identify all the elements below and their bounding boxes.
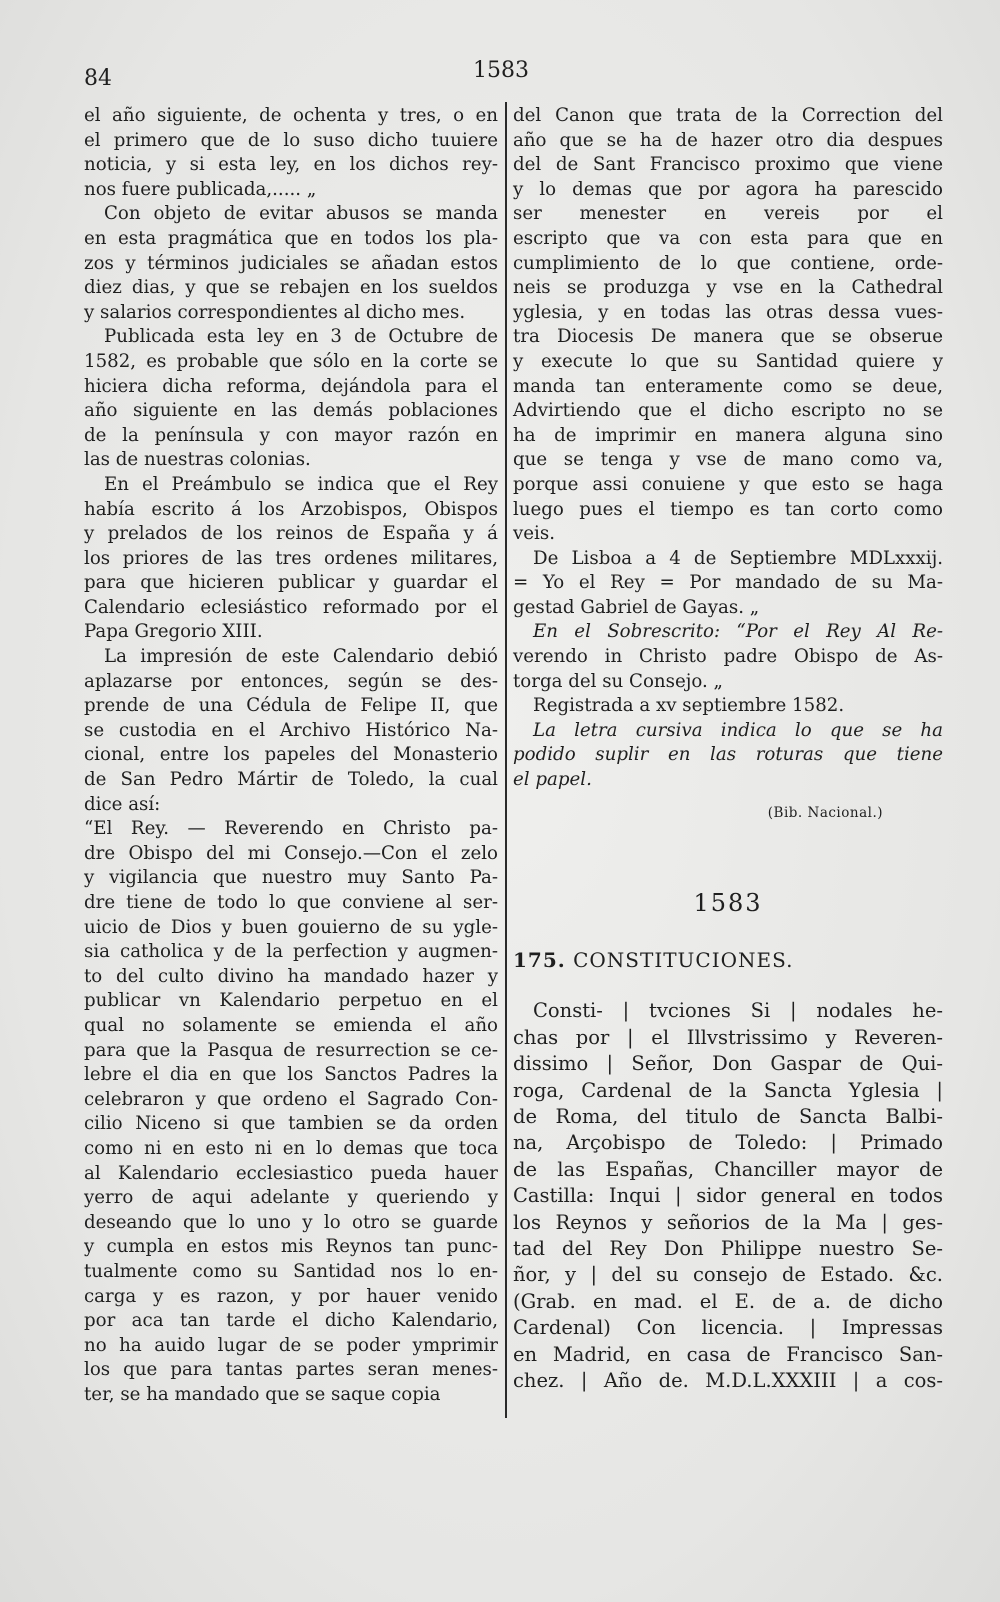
source-note: (Bib. Nacional.) (767, 804, 883, 821)
text-line: año que se ha de hazer otro dia despues (513, 129, 943, 151)
text-line: se custodia en el Archivo Histórico Na- (84, 719, 498, 741)
year-heading: 1583 (693, 889, 763, 918)
text-line: “El Rey. — Reverendo en Christo pa- (84, 818, 498, 840)
text-line: qual no solamente se emienda el año (84, 1014, 498, 1036)
text-line: el primero que de lo suso dicho tuuiere (84, 129, 498, 151)
text-line: Castilla: Inqui | sidor general en todos (513, 1184, 943, 1208)
text-line: Calendario eclesiástico reformado por el (84, 596, 498, 618)
text-line: La letra cursiva indica lo que se ha (533, 719, 943, 741)
text-line: to del culto divino ha mandado hazer y (84, 965, 498, 987)
text-line: ter, se ha mandado que se saque copia (84, 1383, 441, 1405)
text-line: que se tenga y vse de mano como va, (513, 449, 943, 471)
text-line: porque assi conuiene y que esto se haga (513, 473, 943, 495)
text-line: publicar vn Kalendario perpetuo en el (84, 990, 498, 1012)
text-line: dice así: (84, 793, 161, 815)
text-line: los que para tantas partes seran menes- (84, 1359, 498, 1381)
text-line: del de Sant Francisco proximo que viene (513, 154, 943, 176)
running-head: 1583 (473, 58, 529, 83)
text-line: tualmente como su Santidad nos lo en- (84, 1260, 498, 1282)
text-line: escripto que va con esta para que en (513, 227, 943, 249)
text-line: na, Arçobispo de Toledo: | Primado (513, 1131, 943, 1155)
text-line: verendo in Christo padre Obispo de As- (513, 646, 943, 668)
text-line: luego pues el tiempo es tan corto como (513, 498, 943, 520)
text-line: Cardenal) Con licencia. | Impressas (513, 1316, 943, 1340)
text-line: En el Sobrescrito: “Por el Rey Al Re- (533, 621, 943, 643)
text-line: carga y es razon, y por hauer venido (84, 1285, 498, 1307)
section-title-text: CONSTITUCIONES. (573, 947, 794, 972)
text-line: uicio de Dios y buen gouierno de su ygle- (84, 916, 498, 938)
text-line: chas por | el Illvstrissimo y Reveren- (513, 1025, 943, 1049)
right-column-text (513, 104, 943, 793)
text-line: dissimo | Señor, Don Gaspar de Qui- (513, 1052, 943, 1076)
text-line: 1582, es probable que sólo en la corte se (84, 350, 498, 372)
text-line: y vigilancia que nuestro muy Santo Pa- (84, 867, 498, 889)
text-line: de la península y con mayor razón en (84, 424, 498, 446)
page-number: 84 (84, 66, 112, 91)
text-line: La impresión de este Calendario debió (104, 646, 498, 668)
text-line: De Lisboa a 4 de Septiembre MDLxxxij. (533, 547, 943, 569)
text-line: tra Diocesis De manera que se obserue (513, 326, 943, 348)
text-line: yglesia, y en todas las otras dessa vues- (513, 301, 943, 323)
text-line: roga, Cardenal de la Sancta Yglesia | (513, 1078, 943, 1102)
text-line: dre tiene de todo lo que conviene al ser- (84, 892, 498, 913)
right-column (513, 104, 943, 1395)
text-line: cilio Niceno si que tambien se da orden (84, 1113, 498, 1135)
text-line: Advirtiendo que el dicho escripto no se (513, 400, 943, 422)
column-divider (505, 102, 507, 1418)
text-line: Papa Gregorio XIII. (84, 621, 263, 643)
text-line: había escrito á los Arzobispos, Obispos (84, 498, 498, 520)
text-line: por aca tan tarde el dicho Kalendario, (84, 1310, 498, 1332)
text-line: Con objeto de evitar abusos se manda (104, 203, 498, 225)
text-line: cumplimiento de lo que contiene, orde- (513, 252, 943, 274)
text-line: (Grab. en mad. el E. de a. de dicho (513, 1289, 943, 1313)
text-line: y prelados de los reinos de España y á (84, 523, 498, 545)
text-line: en esta pragmática que en todos los pla- (84, 227, 498, 249)
text-line: Consti- | tvciones Si | nodales he- (533, 999, 943, 1023)
text-line: para que la Pasqua de resurrection se ce- (84, 1039, 498, 1061)
text-line: año siguiente en las demás poblaciones (84, 400, 498, 422)
text-line: manda tan enteramente como se deue, (513, 375, 943, 397)
text-line: Publicada esta ley en 3 de Octubre de (104, 326, 498, 348)
text-line: Registrada a xv septiembre 1582. (533, 695, 845, 717)
text-line: ser menester en vereis por el (513, 203, 943, 225)
text-line: y lo demas que por agora ha parescido (513, 178, 943, 200)
text-line: noticia, y si esta ley, en los dichos rey- (84, 154, 498, 176)
text-line: chez. | Año de. M.D.L.XXXIII | a cos- (513, 1369, 943, 1393)
text-line: al Kalendario ecclesiastico pueda hauer (84, 1162, 498, 1184)
text-line: los Reynos y señorios de la Ma | ges- (513, 1210, 943, 1234)
text-line: gestad Gabriel de Gayas. „ (513, 596, 760, 618)
text-line: el año siguiente, de ochenta y tres, o en (84, 105, 498, 126)
text-line: sia catholica y de la perfection y augmen- (84, 941, 498, 963)
text-line: para que hicieren publicar y guardar el (84, 572, 498, 594)
text-line: cional, entre los papeles del Monasterio (84, 744, 498, 766)
text-line: ha de imprimir en manera alguna sino (513, 424, 943, 446)
text-line: deseando que lo uno y lo otro se guarde (84, 1211, 498, 1233)
text-line: las de nuestras colonias. (84, 449, 311, 471)
text-line: y execute lo que su Santidad quiere y (513, 350, 943, 372)
text-line: diez dias, y que se rebajen en los sueldos (84, 277, 498, 299)
text-line: de las Españas, Chanciller mayor de (513, 1157, 943, 1181)
text-line: hiciera dicha reforma, dejándola para el (84, 375, 498, 397)
text-line: celebraron y que ordeno el Sagrado Con- (84, 1088, 498, 1110)
text-line: dre Obispo del mi Consejo.—Con el zelo (84, 842, 498, 864)
text-line: torga del su Consejo. „ (513, 670, 723, 692)
section-number: 175. (513, 947, 566, 972)
text-line: como ni en esto ni en lo demas que toca (84, 1137, 498, 1159)
text-line: yerro de aqui adelante y queriendo y (84, 1187, 498, 1209)
text-line: los priores de las tres ordenes militares, (84, 547, 498, 569)
text-line: no ha auido lugar de se poder ymprimir (84, 1334, 498, 1356)
section-body (513, 998, 943, 1394)
left-column (84, 104, 498, 1407)
text-line: nos fuere publicada,..... „ (84, 178, 317, 200)
text-line: en Madrid, en casa de Francisco San- (513, 1342, 943, 1366)
text-line: podido suplir en las roturas que tiene (513, 744, 943, 766)
text-line: del Canon que trata de la Correction del (513, 105, 943, 126)
text-line: En el Preámbulo se indica que el Rey (104, 473, 498, 495)
text-line: prende de una Cédula de Felipe II, que (84, 695, 498, 717)
text-line: y salarios correspondientes al dicho mes. (84, 301, 466, 323)
text-line: tad del Rey Don Philippe nuestro Se- (513, 1237, 943, 1261)
text-line: aplazarse por entonces, según se des- (84, 670, 498, 692)
text-line: veis. (513, 523, 555, 545)
text-line: de San Pedro Mártir de Toledo, la cual (84, 769, 498, 791)
text-line: el papel. (513, 769, 592, 791)
text-line: y cumpla en estos mis Reynos tan punc- (84, 1236, 498, 1258)
text-line: lebre el dia en que los Sanctos Padres la (84, 1064, 498, 1086)
text-line: ñor, y | del su consejo de Estado. &c. (513, 1263, 943, 1287)
text-line: de Roma, del titulo de Sancta Balbi- (513, 1105, 943, 1129)
section-title (513, 948, 943, 973)
text-line: = Yo el Rey = Por mandado de su Ma- (513, 572, 943, 594)
text-line: zos y términos judiciales se añadan estos (84, 252, 498, 274)
text-line: neis se produzga y vse en la Cathedral (513, 277, 943, 299)
